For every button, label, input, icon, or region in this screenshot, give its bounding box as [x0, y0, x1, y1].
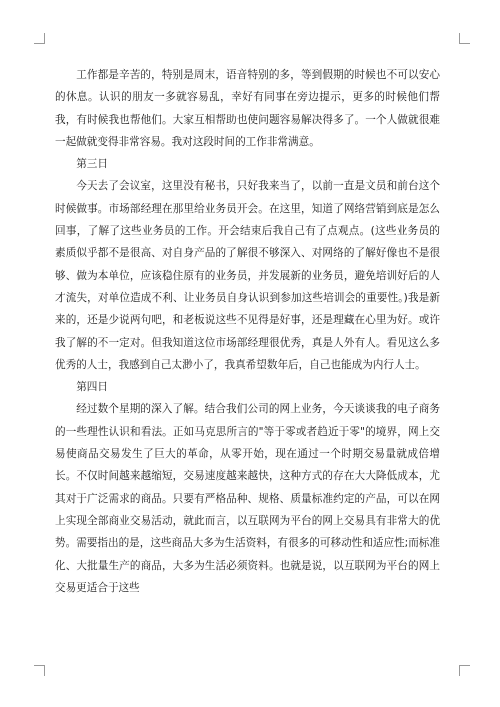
paragraph: 今天去了会议室，这里没有秘书，只好我来当了，以前一直是文员和前台这个时候做事。市场部经理在那里给业务员开会。在这里，知道了网络营销到底是怎么回事，了解了这些业务员的工作。开会结束后我自己有了点观点。(这些业务员的素质似乎都不是很高、对自身产品的了解很不够深入、对网络的了解好像也不是很够、做为本单位，应该稳住原有的业务员，并发展新的业务员，避免培训好后的人才流失，对单位造成不利、让业务员自身认识到参加这些培训会的重要性。)我是新来的，还是少说两句吧，和老板说这些不见得是好事，还是理藏在心里为好。或许我了解的不一定对。但我知道这位市场部经理很优秀，真是人外有人。看见这么多优秀的人士，我感到自己太渺小了，我真希望数年后，自己也能成为内行人士。 — [55, 180, 440, 371]
crop-mark-bottom-right — [459, 665, 470, 676]
crop-mark-bottom-left — [34, 665, 45, 676]
day-heading: 第四日 — [76, 381, 108, 394]
day-heading: 第三日 — [76, 158, 108, 171]
document-body — [55, 64, 440, 599]
paragraph: 经过数个星期的深入了解。结合我们公司的网上业务，今天谈谈我的电子商务的一些理性认识和看法。正如马克思所言的"等于零或者趋近于零"的境界，网上交易使商品交易发生了巨大的革命，从零开始，现在通过一个时期交易量就成倍增长。不仅时间越来越缩短，交易速度越来越快，这种方式的存在大大降低成本，尤其对于广泛需求的商品。只要有严格品种、规格、质量标准约定的产品，可以在网上实现全部商业交易活动，就此而言，以互联网为平台的网上交易具有非常大的优势。需要指出的是，这些商品大多为生活资料，有很多的可移动性和适应性;而标准化、大批量生产的商品，大多为生活必须资料。也就是说，以互联网为平台的网上交易更适合于这些 — [55, 403, 440, 594]
paragraph: 工作都是辛苦的，特别是周末，语音特别的多，等到假期的时候也不可以安心的休息。认识的朋友一多就容易乱，幸好有同事在旁边提示，更多的时候他们帮我，有时候我也帮他们。大家互相帮助也使问题容易解决得多了。一个人做就很难一起做就变得非常容易。我对这段时间的工作非常满意。 — [55, 69, 440, 148]
crop-mark-top-right — [459, 33, 470, 44]
crop-mark-top-left — [34, 33, 45, 44]
